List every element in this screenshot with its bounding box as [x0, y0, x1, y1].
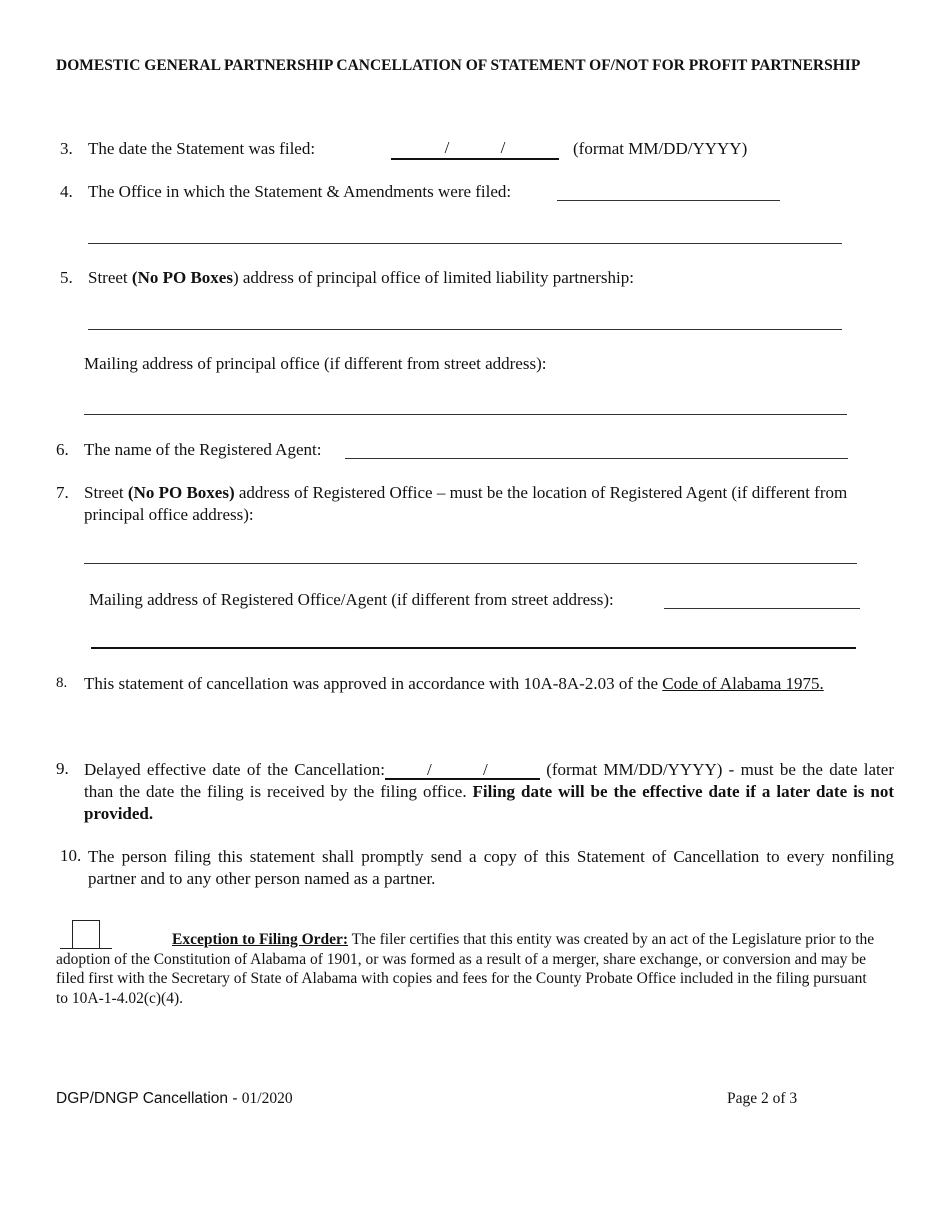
exception-paragraph [56, 930, 876, 1008]
item-3-number: 3. [60, 139, 73, 158]
form-id: DGP/DNGP Cancellation - 01/2020 [56, 1090, 293, 1107]
item-10-number: 10. [60, 846, 82, 865]
filing-office-field[interactable] [557, 200, 780, 201]
exception-heading: Exception to Filing Order: [172, 931, 349, 948]
filed-date-field[interactable] [391, 138, 559, 160]
date-separator: / [500, 138, 506, 157]
item-6-label: The name of the Registered Agent: [84, 440, 322, 459]
item-6-number: 6. [56, 440, 69, 459]
principal-mailing-label: Mailing address of principal office (if different from street address): [84, 354, 547, 373]
delayed-effective-date-field[interactable] [385, 759, 540, 780]
item-4-number: 4. [60, 182, 73, 201]
item-7-label: Street (No PO Boxes) address of Registered Office – must be the location of Registered Agent (if different from principal office address): [84, 483, 848, 524]
filing-office-field-line-2[interactable] [88, 243, 842, 244]
principal-mailing-address-field[interactable] [84, 414, 847, 415]
item-9-number: 9. [56, 759, 69, 778]
registered-office-street-field[interactable] [84, 563, 857, 564]
item-10-text: The person filing this statement shall promptly send a copy of this Statement of Cancellation to every nonfiling partner and to any other person named as a partner. [88, 847, 894, 888]
item-8-number: 8. [56, 675, 68, 691]
date-separator: / [444, 138, 450, 157]
registered-office-mailing-field[interactable] [664, 608, 860, 609]
item-8-text: This statement of cancellation was approved in accordance with 10A-8A-2.03 of the Code of Alabama 1975. [84, 674, 824, 693]
exception-text: The filer certifies that this entity was created by an act of the Legislature prior to the adoption of the Constitution of Alabama of 1901, or was formed as a result of a merger, share exchange, or conversion and may be filed first with the Secretary of State of Alabama with copies and fees for the County Probate Office included in the filing pursuant to 10A-1-4.02(c)(4). [56, 931, 875, 1007]
item-5-label: Street (No PO Boxes) address of principal office of limited liability partnership: [88, 268, 634, 287]
code-of-alabama-citation: Code of Alabama 1975. [662, 674, 824, 693]
registered-office-mailing-field-line-2[interactable] [91, 647, 856, 649]
item-7-number: 7. [56, 483, 69, 502]
date-separator: / [426, 760, 432, 779]
date-separator: / [482, 760, 488, 779]
item-4-label: The Office in which the Statement & Amendments were filed: [88, 182, 512, 201]
item-3-format-hint: (format MM/DD/YYYY) [573, 139, 748, 158]
page-number: Page 2 of 3 [727, 1090, 798, 1107]
principal-street-address-field[interactable] [88, 329, 842, 330]
form-title: DOMESTIC GENERAL PARTNERSHIP CANCELLATION OF STATEMENT OF/NOT FOR PROFIT PARTNERSHIP [56, 57, 861, 74]
item-5-number: 5. [60, 268, 73, 287]
item-3-label: The date the Statement was filed: [88, 139, 316, 158]
registered-office-mailing-label: Mailing address of Registered Office/Agent (if different from street address): [89, 590, 614, 609]
item-9-text: Delayed effective date of the Cancellation: / / (format MM/DD/YYYY) - must be the date later than the date the filing is received by the filing office. Filing date will be the effective date if a later date is not provided. [84, 760, 894, 823]
registered-agent-name-field[interactable] [345, 458, 848, 459]
